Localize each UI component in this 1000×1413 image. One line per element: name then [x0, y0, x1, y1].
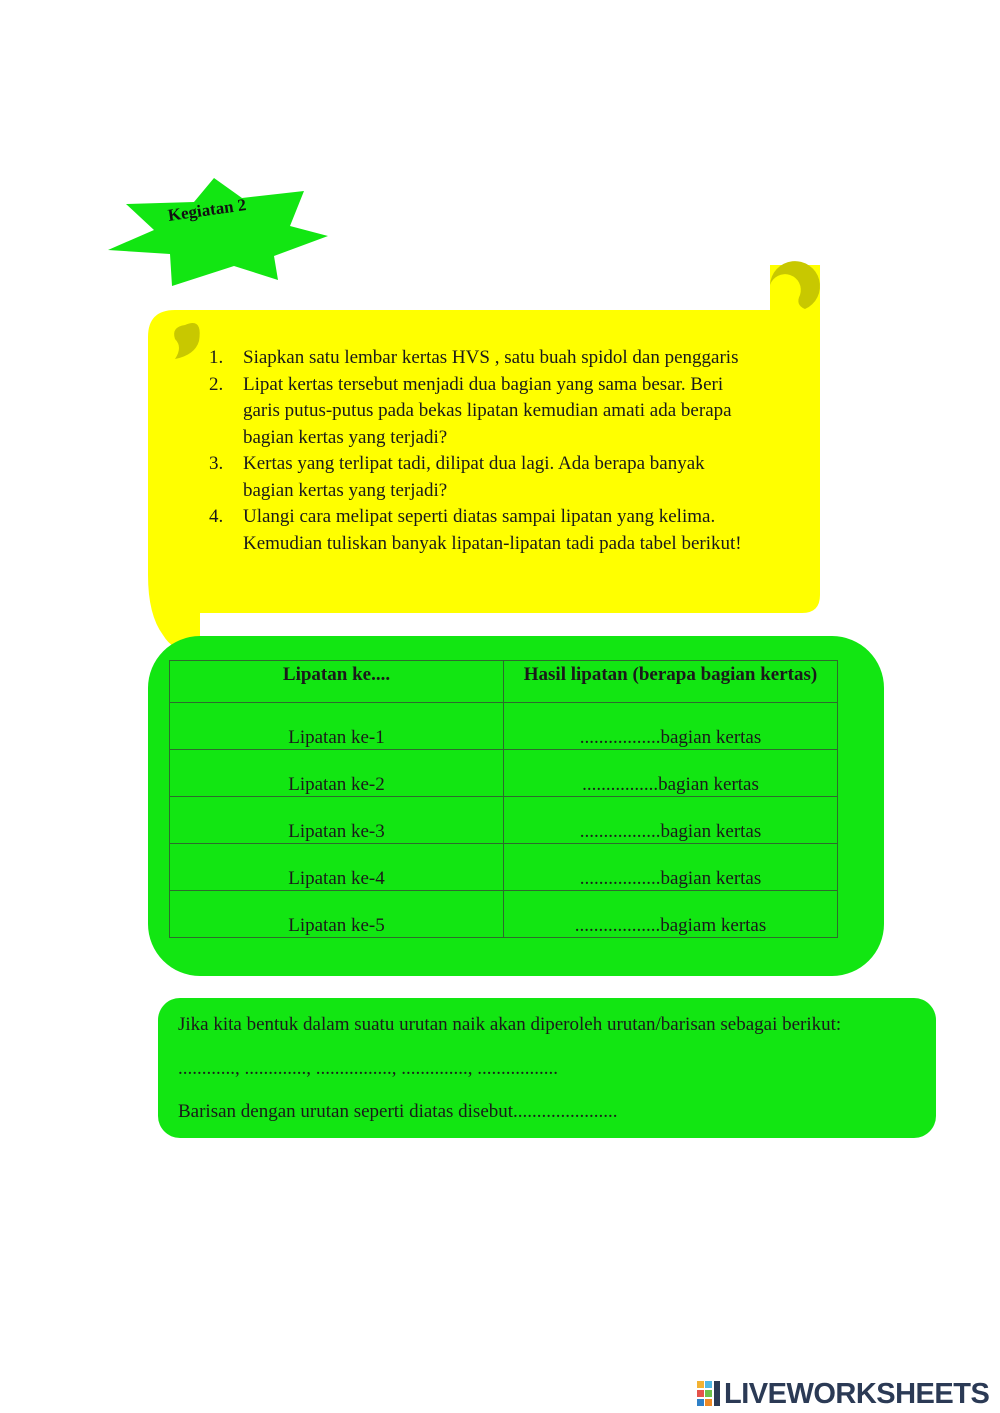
instruction-item	[205, 451, 805, 504]
instruction-number: 2.	[209, 373, 224, 395]
instruction-item	[205, 345, 805, 372]
fold-answer-field[interactable]: .................bagian kertas	[504, 844, 838, 891]
table-row	[170, 750, 838, 797]
table-row	[170, 797, 838, 844]
instruction-line: bagian kertas yang terjadi?	[243, 426, 448, 448]
instruction-line: Siapkan satu lembar kertas HVS , satu buah spidol dan penggaris	[243, 347, 739, 368]
conclusion-statement: Jika kita bentuk dalam suatu urutan naik akan diperoleh urutan/barisan sebagai berikut:	[178, 1014, 842, 1035]
fold-answer-field[interactable]: ................bagian kertas	[504, 750, 838, 797]
instruction-number: 3.	[209, 453, 224, 474]
fold-answer-field[interactable]: ..................bagiam kertas	[504, 891, 838, 938]
instruction-line: Ulangi cara melipat seperti diatas sampai lipatan yang kelima.	[243, 506, 716, 527]
activity-title: Kegiatan 2	[166, 195, 248, 225]
instruction-list	[205, 345, 805, 557]
instruction-number: 1.	[209, 347, 224, 368]
sequence-answer-field[interactable]: ............, ............., ................, .............., .................	[178, 1058, 558, 1079]
fold-label: Lipatan ke-4	[170, 844, 504, 891]
instruction-item	[205, 504, 805, 557]
fold-label: Lipatan ke-1	[170, 703, 504, 750]
table-row	[170, 844, 838, 891]
fold-label: Lipatan ke-3	[170, 797, 504, 844]
logo-text: LIVEWORKSHEETS	[724, 1377, 990, 1410]
instruction-number: 4.	[209, 506, 224, 527]
instruction-item	[205, 372, 805, 452]
fold-label: Lipatan ke-5	[170, 891, 504, 938]
liveworksheets-logo	[697, 1378, 989, 1410]
column-header-fold: Lipatan ke....	[170, 661, 504, 703]
fold-table	[169, 660, 838, 938]
fold-answer-field[interactable]: .................bagian kertas	[504, 797, 838, 844]
instruction-line: Lipat kertas tersebut menjadi dua bagian yang sama besar. Beri	[243, 373, 724, 395]
instruction-line: Kertas yang terlipat tadi, dilipat dua lagi. Ada berapa banyak	[243, 453, 705, 474]
fold-answer-field[interactable]: .................bagian kertas	[504, 703, 838, 750]
liveworksheets-logo-icon	[697, 1381, 721, 1407]
table-row	[170, 891, 838, 938]
column-header-result: Hasil lipatan (berapa bagian kertas)	[504, 661, 838, 703]
instruction-line: Kemudian tuliskan banyak lipatan-lipatan tadi pada tabel berikut!	[243, 532, 742, 554]
instruction-line: bagian kertas yang terjadi?	[243, 479, 448, 501]
instruction-line: garis putus-putus pada bekas lipatan kemudian amati ada berapa	[243, 400, 732, 421]
table-row	[170, 703, 838, 750]
fold-label: Lipatan ke-2	[170, 750, 504, 797]
table-header-row	[170, 661, 838, 703]
sequence-name-answer-field[interactable]: Barisan dengan urutan seperti diatas disebut......................	[178, 1101, 618, 1122]
